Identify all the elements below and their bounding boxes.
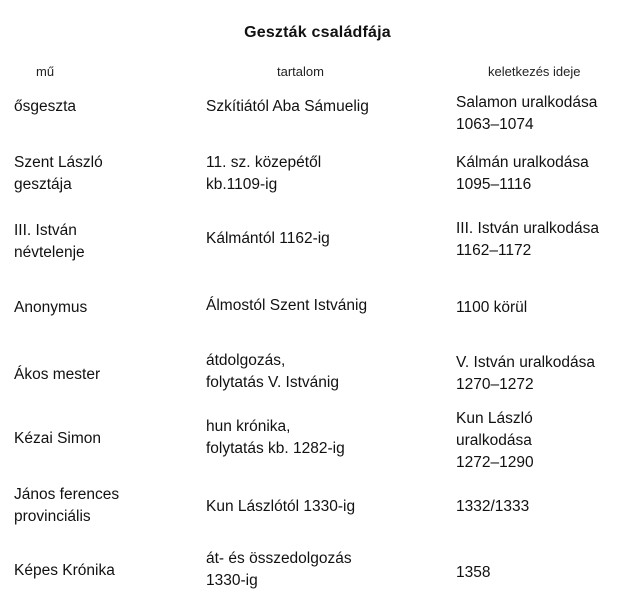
cell-tartalom: hun krónika, folytatás kb. 1282-ig (206, 418, 345, 457)
cell-ido: Salamon uralkodása 1063–1074 (456, 94, 598, 133)
cell-ido: 1100 körül (456, 299, 528, 316)
cell-mu: III. István névtelenje (14, 222, 85, 261)
cell-mu: Ákos mester (14, 366, 101, 383)
cell-tartalom: Álmostól Szent Istvánig (206, 297, 368, 314)
cell-tartalom: Szkítiától Aba Sámuelig (206, 98, 369, 115)
cell-mu: Anonymus (14, 299, 88, 316)
cell-mu: ősgeszta (14, 98, 77, 115)
cell-tartalom: 11. sz. közepétől kb.1109-ig (206, 154, 322, 193)
header-mu: mű (36, 64, 55, 79)
cell-mu: János ferences provinciális (14, 486, 120, 525)
cell-tartalom: át- és összedolgozás 1330-ig (206, 550, 352, 589)
cell-tartalom: átdolgozás, folytatás V. Istvánig (206, 352, 339, 391)
cell-mu: Képes Krónika (14, 562, 115, 579)
header-tartalom: tartalom (277, 64, 324, 79)
cell-mu: Szent László gesztája (14, 154, 103, 193)
cell-ido: III. István uralkodása 1162–1172 (456, 220, 600, 259)
cell-ido: Kun László uralkodása 1272–1290 (456, 410, 534, 471)
cell-tartalom: Kun Lászlótól 1330-ig (206, 498, 356, 515)
cell-ido: Kálmán uralkodása 1095–1116 (456, 154, 589, 193)
cell-mu: Kézai Simon (14, 430, 102, 447)
header-keletkezes: keletkezés ideje (488, 64, 581, 79)
cell-tartalom: Kálmántól 1162-ig (206, 230, 330, 247)
cell-ido: 1332/1333 (456, 498, 530, 515)
cell-ido: 1358 (456, 564, 491, 581)
page-title: Geszták családfája (244, 24, 391, 41)
cell-ido: V. István uralkodása 1270–1272 (456, 354, 596, 393)
